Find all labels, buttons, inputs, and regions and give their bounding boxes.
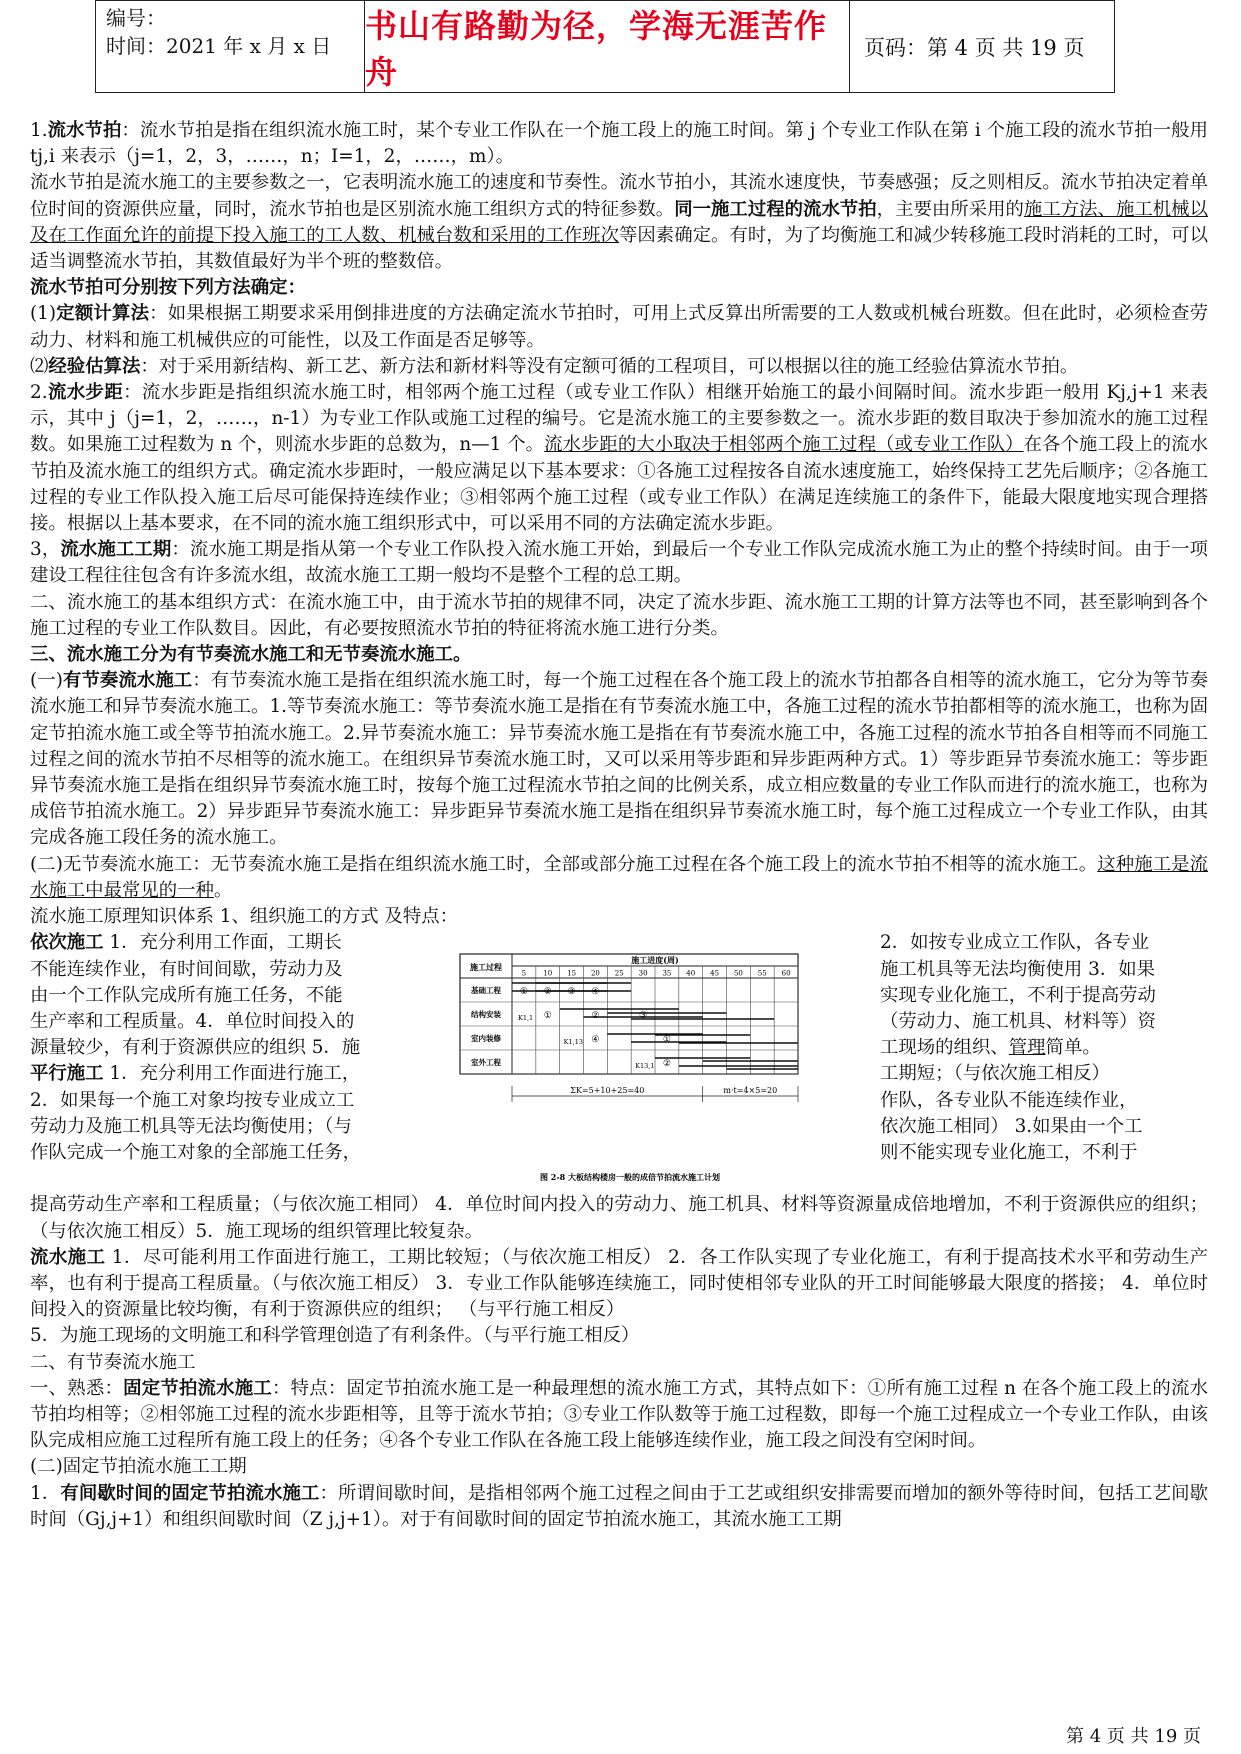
figure-stage-marker: ②	[543, 987, 552, 998]
para-beat-detail: 流水节拍是流水施工的主要参数之一，它表明流水施工的速度和节奏性。流水节拍小，其流水速度快，节奏感强；反之则相反。流水节拍决定着单位时间的资源供应量，同时，流水节拍也是区别流水施工组织方式的特征参数。同一施工过程的流水节拍，主要由所采用的施工方法、施工机械以及在工作面允许的前提下投入施工的工人数、机械台数和采用的工作班次等因素确定。有时，为了均衡施工和减少转移施工段时消耗的工时，可以适当调整流水节拍，其数值最好为半个班的整数倍。	[30, 172, 1208, 273]
figure-tick-label: 60	[781, 969, 791, 978]
para-parallel-cont: 提高劳动生产率和工程质量；（与依次施工相同） 4．单位时间内投入的劳动力、施工机具、材料等资源量成倍地增加，不利于资源供应的组织；（与依次施工相反）5．施工现场的组织管理比较复杂。	[30, 1194, 1208, 1242]
right-column	[880, 930, 1208, 1166]
right-col-line: 实现专业化施工，不利于提高劳动	[880, 984, 1156, 1006]
figure-frame	[460, 954, 798, 1074]
figure-stage-marker: ①	[519, 987, 528, 998]
left-col-line: 生产率和工程质量。4．单位时间投入的	[30, 1010, 355, 1032]
para-fixed-duration-heading: (二)固定节拍流水施工工期	[30, 1456, 247, 1478]
figure-k-label: K1,1	[518, 1014, 534, 1023]
header-motto	[365, 1, 850, 92]
para-flow: 流水施工 1．尽可能利用工作面进行施工，工期比较短；（与依次施工相反） 2．各工作队实现了专业化施工，有利于提高技术水平和劳动生产率，也有利于提高工程质量。（与依次施工相反） 3．专业工作队能够连续施工，同时使相邻专业队的开工时间能够最大限度的搭接； 4．单位时间投入的资源量比较均衡，有利于资源供应的组织； （与平行施工相反）	[30, 1246, 1208, 1321]
para-non-rhythmic: (二)无节奏流水施工：无节奏流水施工是指在组织流水施工时，全部或部分施工过程在各个施工段上的流水节拍不相等的流水施工。这种施工是流水施工中最常见的一种。	[30, 853, 1208, 901]
figure-wrap	[30, 930, 1208, 1192]
para-flow-5: 5．为施工现场的文明施工和科学管理创造了有利条件。（与平行施工相反）	[30, 1325, 640, 1347]
page-label: 页码：第 4 页 共 19 页	[864, 35, 1085, 60]
figure-stage-marker: ③	[639, 1011, 648, 1022]
page-footer: 第 4 页 共 19 页	[1066, 1726, 1201, 1747]
para-types-heading: 三、流水施工分为有节奏流水施工和无节奏流水施工。	[30, 644, 472, 666]
figure-k-label: K1,13	[563, 1038, 584, 1047]
figure-stage-marker: ②	[591, 1011, 600, 1022]
schedule-figure	[450, 948, 860, 1188]
right-col-line: 依次施工相同） 3.如果由一个工	[880, 1115, 1143, 1137]
figure-row-label: 室内装修	[471, 1034, 501, 1044]
para-methods-heading: 流水节拍可分别按下列方法确定：	[30, 277, 306, 299]
time-label: 时间：2021 年 x 月 x 日	[106, 34, 332, 58]
left-col-line: 依次施工 1．充分利用工作面，工期长	[30, 932, 342, 954]
para-fixed-beat: 一、熟悉：固定节拍流水施工：特点：固定节拍流水施工是一种最理想的流水施工方式，其特点如下：①所有施工过程 n 在各个施工段上的流水节拍均相等；②相邻施工过程的流水步距相等，且等于流水节拍；③专业工作队数等于施工过程数，即每一个施工过程成立一个专业工作队，由该队完成相应施工过程所有施工段上的任务；④各个专业工作队在各施工段上能够连续作业，施工段之间没有空闲时间。	[30, 1377, 1208, 1452]
figure-tick-label: 35	[662, 969, 672, 978]
figure-caption: 图 2-8 大板结构楼房一般的成倍节拍流水施工计划	[539, 1172, 721, 1183]
figure-stage-marker: ③	[567, 987, 576, 998]
figure-row-header: 施工过程	[470, 962, 502, 973]
figure-tick-label: 25	[614, 969, 624, 978]
para-interval: 1．有间歇时间的固定节拍流水施工：所谓间歇时间，是指相邻两个施工过程之间由于工艺或组织安排需要而增加的额外等待时间，包括工艺间歇时间（Gj,j+1）和组织间歇时间（Z j,j+1）。对于有间歇时间的固定节拍流水施工，其流水施工工期	[30, 1482, 1208, 1530]
figure-stage-marker: ①	[662, 1035, 671, 1046]
para-experience-method: ⑵经验估算法：对于采用新结构、新工艺、新方法和新材料等没有定额可循的工程项目，可以根据以往的施工经验估算流水节拍。	[30, 355, 1079, 377]
figure-tick-label: 5	[521, 969, 527, 978]
figure-tick-label: 50	[733, 969, 743, 978]
left-col-line: 作队完成一个施工对象的全部施工任务，	[30, 1141, 362, 1163]
motto-text: 书山有路勤为径，学海无涯苦作舟	[365, 6, 828, 91]
right-col-line: 作队，各专业队不能连续作业，	[880, 1089, 1138, 1111]
page-header	[95, 0, 1115, 93]
left-col-line: 劳动力及施工机具等无法均衡使用；（与	[30, 1115, 352, 1137]
right-col-line: 2．如按专业成立工作队，各专业	[880, 932, 1150, 954]
figure-row-label: 基础工程	[471, 986, 501, 996]
figure-stage-marker: ④	[591, 1035, 600, 1046]
figure-tick-label: 20	[590, 969, 600, 978]
figure-tick-label: 55	[757, 969, 767, 978]
left-col-line: 2．如果每一个施工对象均按专业成立工	[30, 1089, 355, 1111]
left-column	[30, 930, 440, 1166]
para-rhythmic-heading: 二、有节奏流水施工	[30, 1351, 196, 1373]
figure-sum-left: ΣK=5+10+25=40	[570, 1086, 645, 1096]
right-col-line: 施工机具等无法均衡使用 3．如果	[880, 958, 1156, 980]
left-col-line: 源量较少，有利于资源供应的组织 5．施	[30, 1037, 361, 1059]
header-meta	[96, 1, 365, 92]
left-col-line: 不能连续作业，有时间间歇，劳动力及	[30, 958, 343, 980]
figure-stage-marker: ④	[591, 987, 600, 998]
right-col-line: 则不能实现专业化施工，不利于	[880, 1141, 1138, 1163]
figure-tick-label: 30	[638, 969, 648, 978]
figure-row-label: 室外工程	[471, 1058, 501, 1068]
para-quota-method: (1)定额计算法：如果根据工期要求采用倒排进度的方法确定流水节拍时，可用上式反算出所需要的工人数或机械台班数。但在此时，必须检查劳动力、材料和施工机械供应的可能性，以及工作面是否足够等。	[30, 303, 1208, 351]
right-col-line: （劳动力、施工机具、材料等）资	[880, 1010, 1156, 1032]
left-col-line: 平行施工 1．充分利用工作面进行施工，	[30, 1063, 361, 1085]
figure-tick-label: 15	[567, 969, 577, 978]
figure-tick-label: 40	[686, 969, 696, 978]
left-col-line: 由一个工作队完成所有施工任务，不能	[30, 984, 343, 1006]
para-step: 2.流水步距：流水步距是指组织流水施工时，相邻两个施工过程（或专业工作队）相继开始施工的最小间隔时间。流水步距一般用 Kj,j+1 来表示，其中 j（j=1，2，……，n-1）为专业工作队或施工过程的编号。它是流水施工的主要参数之一。流水步距的数目取决于参加流水的施工过程数。如果施工过程数为 n 个，则流水步距的总数为，n—1 个。流水步距的大小取决于相邻两个施工过程（或专业工作队）在各个施工段上的流水节拍及流水施工的组织方式。确定流水步距时，一般应满足以下基本要求：①各施工过程按各自流水速度施工，始终保持工艺先后顺序；②各施工过程的专业工作队投入施工后尽可能保持连续作业；③相邻两个施工过程（或专业工作队）在满足连续施工的条件下，能最大限度地实现合理搭接。根据以上基本要求，在不同的流水施工组织形式中，可以采用不同的方法确定流水步距。	[30, 382, 1208, 535]
figure-stage-marker: ②	[662, 1059, 671, 1070]
para-knowledge: 流水施工原理知识体系 1、组织施工的方式 及特点：	[30, 906, 458, 928]
figure-sum-right: m·t=4×5=20	[723, 1086, 778, 1096]
figure-stage-marker: ①	[543, 1011, 552, 1022]
figure-tick-label: 10	[543, 969, 553, 978]
figure-row-label: 结构安装	[471, 1010, 501, 1020]
number-label: 编号：	[106, 6, 166, 30]
para-duration: 3，流水施工工期：流水施工期是指从第一个专业工作队投入流水施工开始，到最后一个专业工作队完成流水施工为止的整个持续时间。由于一项建设工程往往包含有许多流水组，故流水施工工期一般均不是整个工程的总工期。	[30, 539, 1208, 587]
para-beat: 1.流水节拍：流水节拍是指在组织流水施工时，某个专业工作队在一个施工段上的施工时间。第 j 个专业工作队在第 i 个施工段的流水节拍一般用 tj,i 来表示（j=1，2，3，……，n；I=1，2，……，m）。	[30, 120, 1208, 168]
document-body	[30, 118, 1208, 1533]
figure-tick-label: 45	[710, 969, 720, 978]
para-basic-org: 二、流水施工的基本组织方式：在流水施工中，由于流水节拍的规律不同，决定了流水步距、流水施工工期的计算方法等也不同，甚至影响到各个施工过程的专业工作队数目。因此，有必要按照流水节拍的特征将流水施工进行分类。	[30, 591, 1208, 639]
para-rhythmic: (一)有节奏流水施工：有节奏流水施工是指在组织流水施工时，每一个施工过程在各个施工段上的流水节拍都各自相等的流水施工，它分为等节奏流水施工和异节奏流水施工。1.等节奏流水施工：等节奏流水施工是指在有节奏流水施工中，各施工过程的流水节拍都相等的流水施工，也称为固定节拍流水施工或全等节拍流水施工。2.异节奏流水施工：异节奏流水施工是指在有节奏流水施工中，各施工过程的流水节拍各自相等而不同施工过程之间的流水节拍不尽相等的流水施工。在组织异节奏流水施工时，又可以采用等步距和异步距两种方式。1）等步距异节奏流水施工：等步距异节奏流水施工是指在组织异节奏流水施工时，按每个施工过程流水节拍之间的比例关系，成立相应数量的专业工作队而进行的流水施工，也称为成倍节拍流水施工。2）异步距异节奏流水施工：异步距异节奏流水施工是指在组织异节奏流水施工时，每个施工过程成立一个专业工作队，由其完成各施工段任务的流水施工。	[30, 670, 1208, 849]
right-col-line: 工现场的组织、管理简单。	[880, 1037, 1101, 1059]
figure-header: 施工进度(周)	[631, 955, 679, 966]
header-page	[850, 1, 1114, 92]
figure-k-label: K13,1	[635, 1062, 655, 1071]
method-term: 平行施工	[30, 1063, 104, 1085]
right-col-line: 工期短；（与依次施工相反）	[880, 1063, 1110, 1085]
method-term: 依次施工	[30, 932, 104, 954]
